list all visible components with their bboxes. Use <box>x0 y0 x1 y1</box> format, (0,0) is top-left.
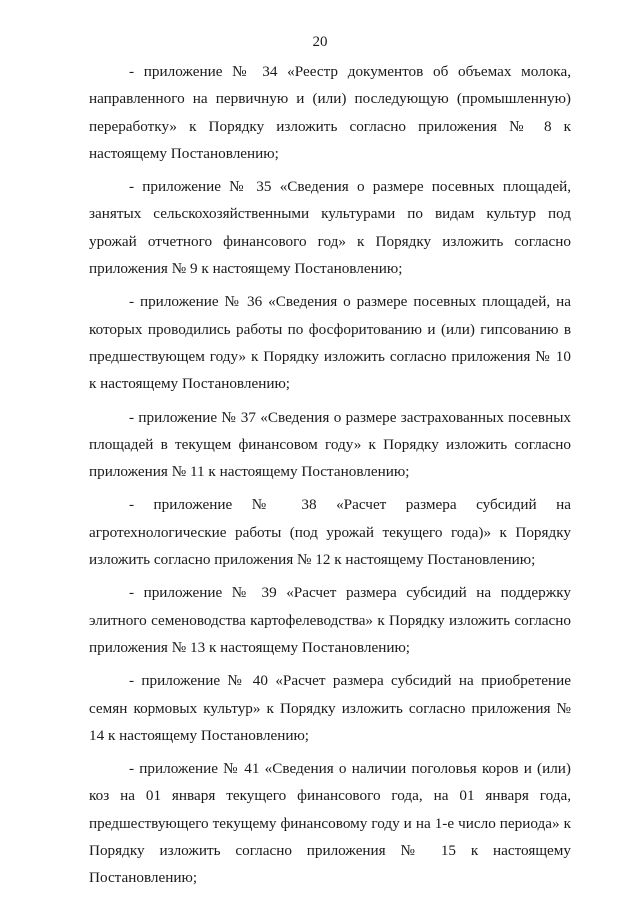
paragraph-appendix-34: - приложение № 34 «Реестр документов об объемах молока, направленного на первичную и (или) последующую (промышленную) переработку» к Порядку изложить согласно приложения № 8 к настоящему Постановлению; <box>89 63 571 162</box>
paragraph-appendix-41: - приложение № 41 «Сведения о наличии поголовья коров и (или) коз на 01 января текущего финансового года, на 01 января года, предшествующего текущему финансовому году и на 1-е число периода» к Порядку изложить согласно приложения № 15 к настоящему Постановлению; <box>89 760 571 887</box>
paragraph-appendix-36: - приложение № 36 «Сведения о размере посевных площадей, на которых проводились работы по фосфоритованию и (или) гипсованию в предшествующем году» к Порядку изложить согласно приложения № 10 к настоящему Постановлению; <box>89 293 571 393</box>
paragraph-appendix-37: - приложение № 37 «Сведения о размере застрахованных посевных площадей в текущем финансовом году» к Порядку изложить согласно приложения № 11 к настоящему Постановлению; <box>89 408 571 481</box>
paragraph-appendix-35: - приложение № 35 «Сведения о размере посевных площадей, занятых сельскохозяйственными культурами по видам культур под урожай отчетного финансового год» к Порядку изложить согласно приложения № 9 к настоящему Постановлению; <box>89 178 571 278</box>
page-number: 20 <box>312 34 328 50</box>
paragraph-appendix-38: - приложение № 38 «Расчет размера субсидий на агротехнологические работы (под урожай текущего года)» к Порядку изложить согласно приложения № 12 к настоящему Постановлению; <box>89 496 571 569</box>
document-body <box>89 58 571 892</box>
paragraph-appendix-39: - приложение № 39 «Расчет размера субсидий на поддержку элитного семеноводства картофелеводства» к Порядку изложить согласно приложения № 13 к настоящему Постановлению; <box>89 584 571 656</box>
paragraph-appendix-40: - приложение № 40 «Расчет размера субсидий на приобретение семян кормовых культур» к Порядку изложить согласно приложения № 14 к настоящему Постановлению; <box>89 672 571 744</box>
